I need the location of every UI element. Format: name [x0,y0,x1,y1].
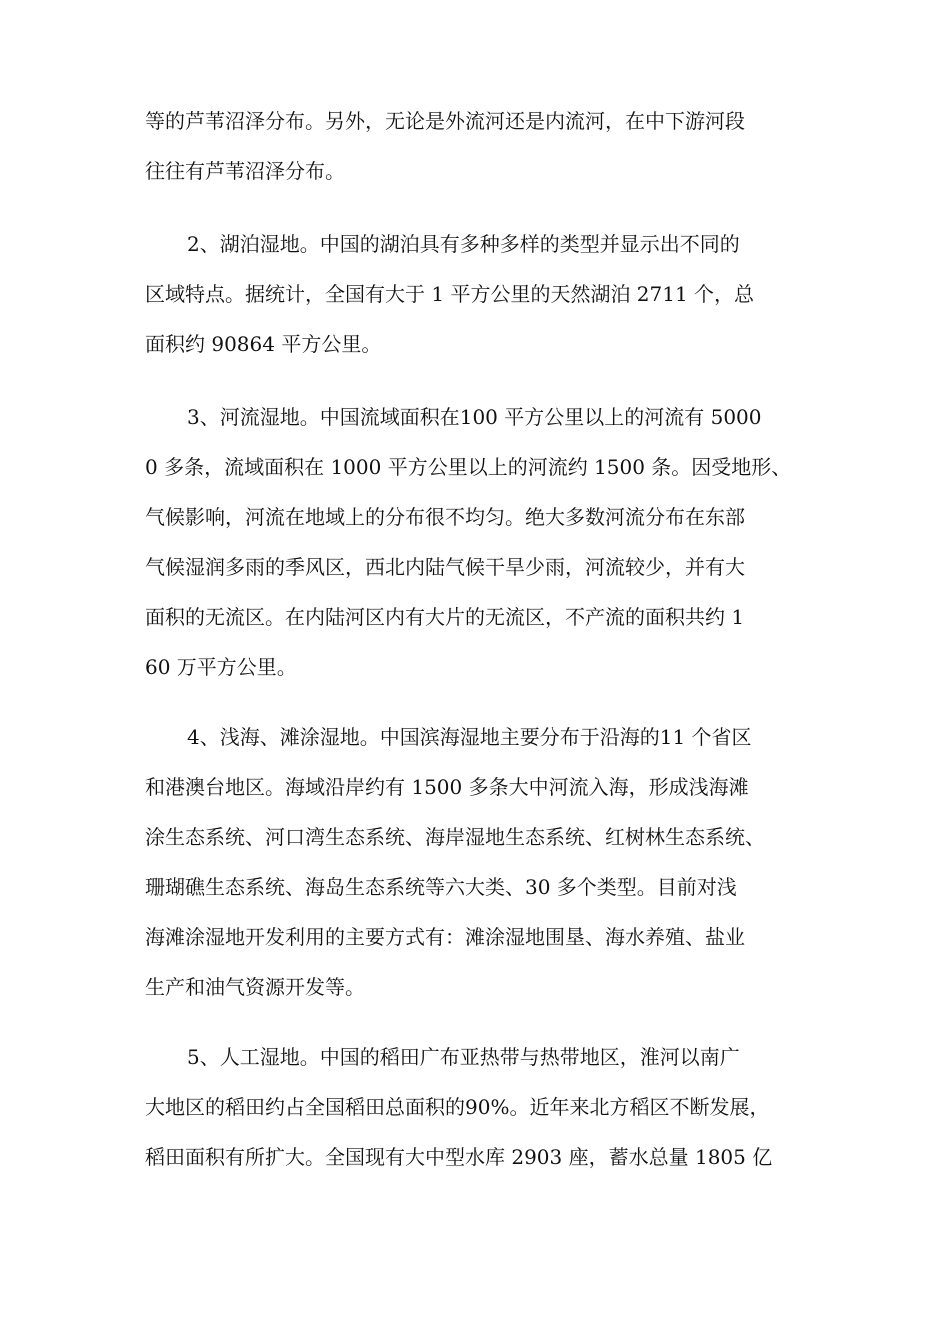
text-line: 60 万平方公里。 [145,655,297,679]
text-line: 4、浅海、滩涂湿地。中国滨海湿地主要分布于沿海的11 个省区 [187,725,752,749]
text-line: 等的芦苇沼泽分布。另外，无论是外流河还是内流河，在中下游河段 [145,109,745,133]
paragraph-river-wetland [145,392,825,692]
text-line: 大地区的稻田约占全国稻田总面积的90%。近年来北方稻区不断发展， [145,1095,770,1119]
text-line: 生产和油气资源开发等。 [145,975,365,999]
text-line: 气候影响，河流在地域上的分布很不均匀。绝大多数河流分布在东部 [145,505,745,529]
text-line: 2、湖泊湿地。中国的湖泊具有多种多样的类型并显示出不同的 [187,232,740,256]
paragraph-shallow-sea-wetland [145,712,825,1012]
paragraph-reed-marsh-continuation [145,96,825,196]
paragraph-lake-wetland [145,219,825,369]
text-line: 涂生态系统、河口湾生态系统、海岸湿地生态系统、红树林生态系统、 [145,825,765,849]
text-line: 5、人工湿地。中国的稻田广布亚热带与热带地区，淮河以南广 [187,1045,740,1069]
text-line: 海滩涂湿地开发利用的主要方式有：滩涂湿地围垦、海水养殖、盐业 [145,925,745,949]
text-line: 面积的无流区。在内陆河区内有大片的无流区，不产流的面积共约 1 [145,605,745,629]
text-line: 和港澳台地区。海域沿岸约有 1500 多条大中河流入海，形成浅海滩 [145,775,749,799]
paragraph-artificial-wetland [145,1032,825,1182]
text-line: 珊瑚礁生态系统、海岛生态系统等六大类、30 多个类型。目前对浅 [145,875,737,899]
text-line: 稻田面积有所扩大。全国现有大中型水库 2903 座，蓄水总量 1805 亿 [145,1145,773,1169]
text-line: 面积约 90864 平方公里。 [145,332,382,356]
text-line: 3、河流湿地。中国流域面积在100 平方公里以上的河流有 5000 [187,405,762,429]
text-line: 往往有芦苇沼泽分布。 [145,159,345,183]
text-line: 0 多条，流域面积在 1000 平方公里以上的河流约 1500 条。因受地形、 [145,455,792,479]
text-line: 气候湿润多雨的季风区，西北内陆气候干旱少雨，河流较少，并有大 [145,555,745,579]
text-line: 区域特点。据统计，全国有大于 1 平方公里的天然湖泊 2711 个，总 [145,282,755,306]
